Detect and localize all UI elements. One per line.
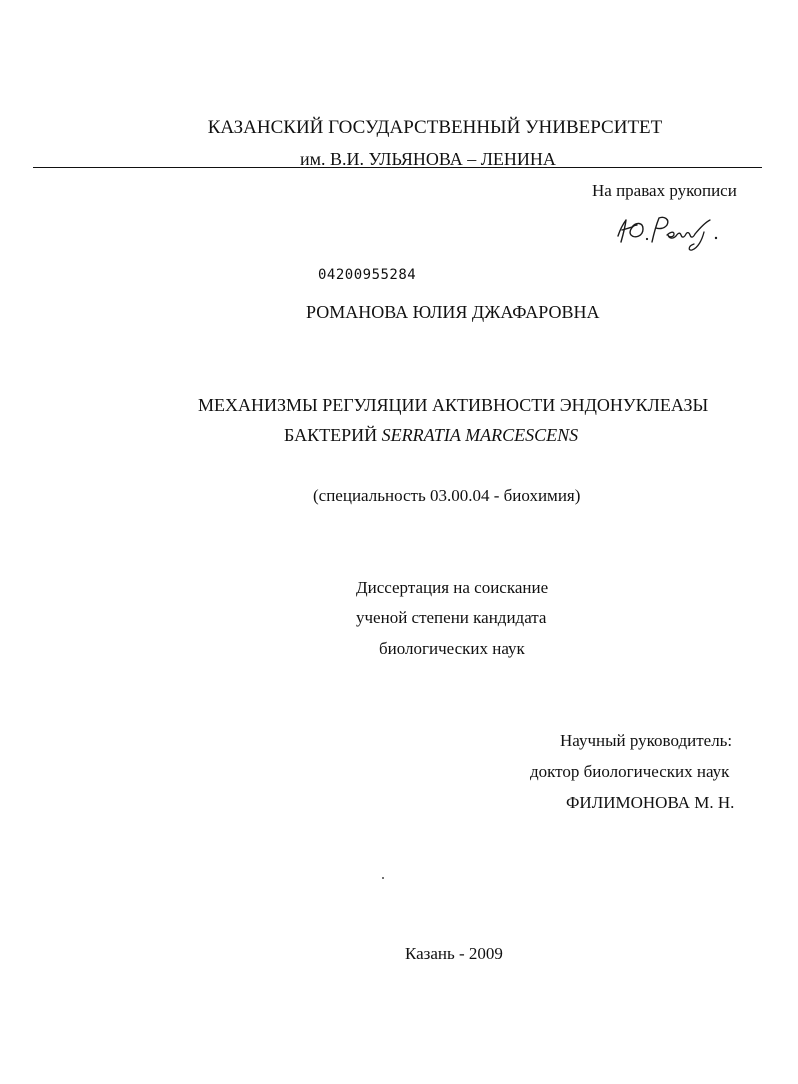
university-named-after: им. В.И. УЛЬЯНОВА – ЛЕНИНА [300,149,556,169]
city-and-year: Казань - 2009 [405,944,503,963]
university-name: КАЗАНСКИЙ ГОСУДАРСТВЕННЫЙ УНИВЕРСИТЕТ [207,117,663,138]
handwritten-signature [614,208,724,254]
scan-speck [382,877,384,879]
dissertation-degree-line-2: ученой степени кандидата [356,608,547,627]
dissertation-degree-line-1: Диссертация на соискание [356,578,549,597]
specialty-code: (специальность 03.00.04 - биохимия) [313,486,581,505]
bacteria-species-name: SERRATIA MARCESCENS [381,425,579,445]
title-prefix: БАКТЕРИЙ [284,425,382,445]
dissertation-title-line-1: МЕХАНИЗМЫ РЕГУЛЯЦИИ АКТИВНОСТИ ЭНДОНУКЛЕАЗЫ [198,395,709,415]
dissertation-degree-line-3: биологических наук [379,639,525,658]
supervisor-degree: доктор биологических наук [530,762,730,781]
manuscript-rights-label: На правах рукописи [592,181,737,200]
supervisor-label: Научный руководитель: [560,731,733,750]
header-rule [33,167,762,168]
author-name: РОМАНОВА ЮЛИЯ ДЖАФАРОВНА [306,302,600,322]
registration-number: 04200955284 [318,267,417,283]
dissertation-title-line-2 [284,424,578,446]
supervisor-name: ФИЛИМОНОВА М. Н. [566,793,735,812]
